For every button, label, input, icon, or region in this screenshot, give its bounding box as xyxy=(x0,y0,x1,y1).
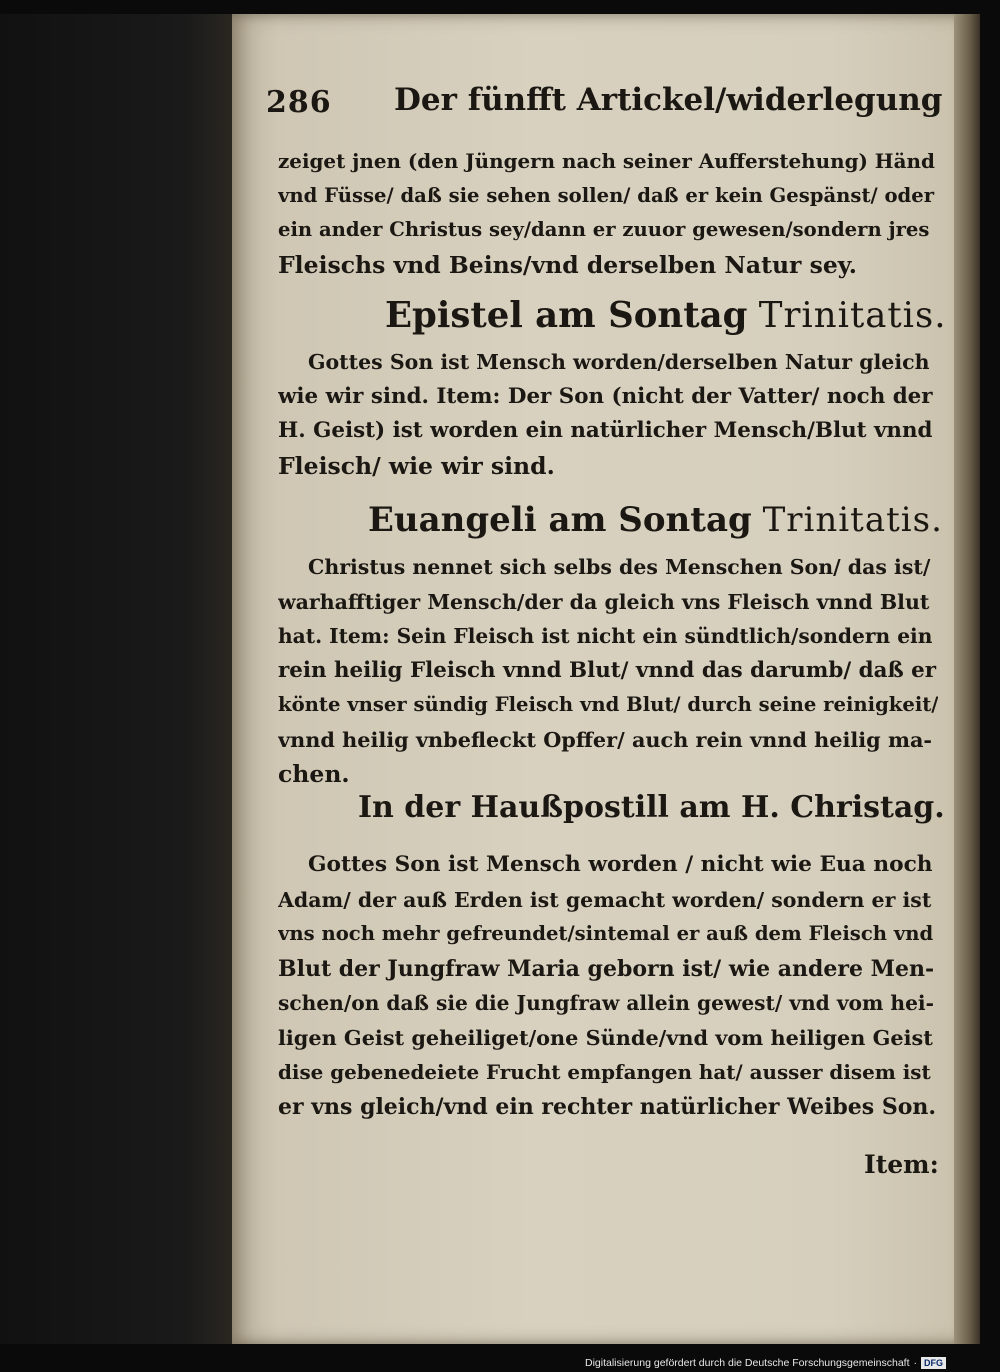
heading-blackletter: Euangeli am Sontag xyxy=(368,500,752,540)
paragraph-1 xyxy=(278,144,938,282)
text-line: vnd Füsse/ daß sie sehen sollen/ daß er kein Gespänst/ oder xyxy=(278,183,935,207)
digitization-footer xyxy=(585,1354,1000,1372)
paragraph-3 xyxy=(278,550,938,792)
text-line: hat. Item: Sein Fleisch ist nicht ein sündtlich/sondern ein xyxy=(278,624,933,648)
heading-latin: Trinitatis. xyxy=(762,500,943,540)
section-heading-epistel xyxy=(385,295,947,336)
page-gutter-shadow xyxy=(954,14,980,1344)
text-line: H. Geist) ist worden ein natürlicher Mensch/Blut vnnd xyxy=(278,418,933,443)
text-line: Fleisch/ wie wir sind. xyxy=(278,451,555,480)
facing-page-edge xyxy=(0,14,232,1344)
heading-blackletter: In der Haußpostill am H. Christag. xyxy=(358,790,945,825)
paragraph-4 xyxy=(278,848,938,1124)
section-heading-euangeli xyxy=(368,500,943,540)
text-line: dise gebenedeiete Frucht empfangen hat/ ausser disem ist xyxy=(278,1060,931,1084)
text-line: warhafftiger Mensch/der da gleich vns Fleisch vnnd Blut xyxy=(278,589,930,614)
text-line: schen/on daß sie die Jungfraw allein gewest/ vnd vom hei- xyxy=(278,991,934,1015)
text-line: Blut der Jungfraw Maria geborn ist/ wie andere Men- xyxy=(278,955,935,982)
heading-latin: Trinitatis. xyxy=(758,295,947,336)
text-line: Gottes Son ist Mensch worden/derselben Natur gleich xyxy=(308,350,930,374)
text-line: zeiget jnen (den Jüngern nach seiner Aufferstehung) Händ xyxy=(278,149,935,173)
heading-blackletter: Epistel am Sontag xyxy=(385,295,748,336)
text-line: Fleischs vnd Beins/vnd derselben Natur sey. xyxy=(278,250,857,279)
section-heading-hausspostill xyxy=(358,790,945,825)
footer-separator: · xyxy=(913,1357,918,1369)
text-line: Christus nennet sich selbs des Menschen Son/ das ist/ xyxy=(308,555,931,579)
text-line: wie wir sind. Item: Der Son (nicht der Vatter/ noch der xyxy=(278,383,933,409)
text-line: er vns gleich/vnd ein rechter natürlicher Weibes Son. xyxy=(278,1093,937,1120)
dfg-logo-icon: DFG xyxy=(921,1357,946,1369)
paragraph-2 xyxy=(278,345,938,483)
text-line: ligen Geist geheiliget/one Sünde/vnd vom heiligen Geist xyxy=(278,1024,933,1050)
catchword: Item: xyxy=(864,1150,939,1179)
text-line: ein ander Christus sey/dann er zuuor gewesen/sondern jres xyxy=(278,218,930,241)
text-line: könte vnser sündig Fleisch vnd Blut/ durch seine reinigkeit/ xyxy=(278,693,938,716)
text-line: Gottes Son ist Mensch worden / nicht wie Eua noch xyxy=(308,852,933,877)
text-line: vnnd heilig vnbefleckt Opffer/ auch rein vnnd heilig ma- xyxy=(278,726,933,752)
text-line: vns noch mehr gefreundet/sintemal er auß dem Fleisch vnd xyxy=(278,922,934,945)
text-line: rein heilig Fleisch vnnd Blut/ vnnd das darumb/ daß er xyxy=(278,657,937,683)
text-line: chen. xyxy=(278,760,350,788)
page-number: 286 xyxy=(266,85,332,120)
running-title: Der fünfft Artickel/widerlegung xyxy=(394,82,943,118)
text-line: Adam/ der auß Erden ist gemacht worden/ sondern er ist xyxy=(278,887,932,912)
footer-credit: Digitalisierung gefördert durch die Deutsche Forschungsgemeinschaft xyxy=(585,1357,910,1369)
